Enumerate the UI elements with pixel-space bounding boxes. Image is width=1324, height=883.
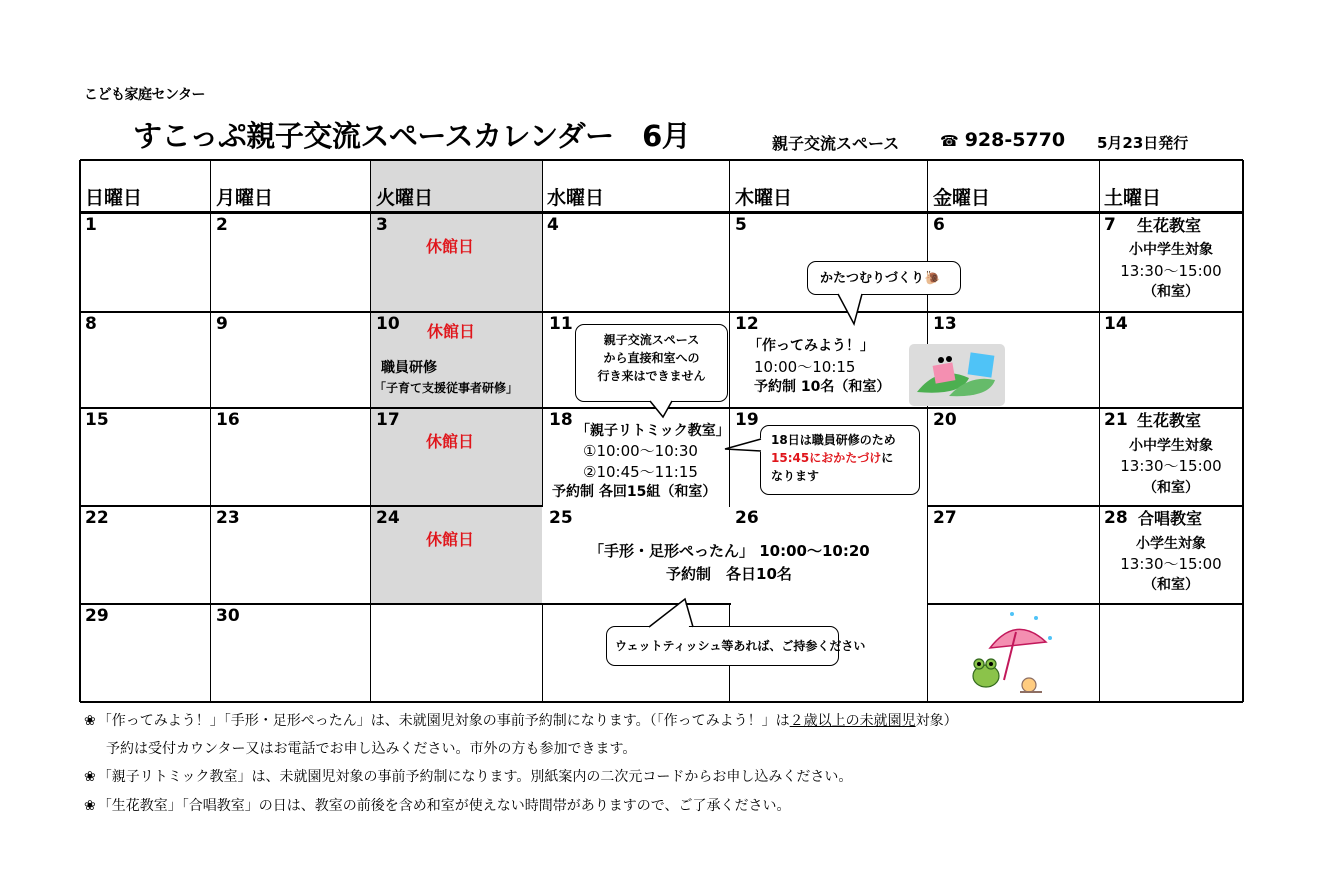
snail-callout-text: かたつむりづくり <box>820 271 925 286</box>
chorus-target: 小学生対象 <box>1136 536 1206 552</box>
day-number: 9 <box>216 314 228 334</box>
frog-umbrella-illustration <box>966 608 1056 700</box>
ikebana-room: （和室） <box>1143 480 1199 496</box>
ikebana-target: 小中学生対象 <box>1129 242 1213 258</box>
day-number: 25 <box>549 508 573 528</box>
space-name: 親子交流スペース <box>772 134 900 153</box>
training-name: 「子育て支援従事者研修」 <box>374 381 519 395</box>
note-1-line-2: 予約は受付カウンター又はお電話でお申し込みください。市外の方も参加できます。 <box>106 741 637 757</box>
phone-icon: ☎ <box>940 132 959 150</box>
note-1 <box>84 710 958 730</box>
callout-line: 18日は職員研修のため <box>771 433 896 447</box>
note-3 <box>84 795 790 815</box>
day-number: 17 <box>376 410 400 430</box>
note-text: 「親子リトミック教室」は、未就園児対象の事前予約制になります。別紙案内の二次元コードからお申し込みください。 <box>97 769 853 785</box>
chorus-room: （和室） <box>1143 577 1199 593</box>
day-number: 1 <box>85 215 97 235</box>
callout-tail <box>838 294 868 326</box>
weekday-tuesday: 火曜日 <box>376 187 434 209</box>
cleanup-callout <box>760 425 920 495</box>
day-number: 10 <box>376 314 400 334</box>
day-number: 29 <box>85 606 109 626</box>
day-number: 14 <box>1104 314 1128 334</box>
tsukutte-title: 「作ってみよう！」 <box>748 338 874 354</box>
closed-day-label: 休館日 <box>426 530 475 549</box>
tegata-title: 「手形・足形ぺったん」 10:00～10:20 <box>589 542 870 560</box>
grid-line <box>542 160 543 507</box>
tsukutte-time: 10:00～10:15 <box>754 358 856 376</box>
day-number: 22 <box>85 508 109 528</box>
day-number: 23 <box>216 508 240 528</box>
day-number: 3 <box>376 215 388 235</box>
day-number: 18 <box>549 410 573 430</box>
weekday-monday: 月曜日 <box>216 187 274 209</box>
ikebana-title: 生花教室 <box>1137 216 1202 235</box>
chorus-time: 13:30～15:00 <box>1120 555 1222 573</box>
note-text: 対象） <box>915 713 958 729</box>
staff-training: 職員研修 <box>381 360 437 376</box>
rhythmic-time-2: ②10:45～11:15 <box>583 463 698 481</box>
grid-line <box>80 159 1243 161</box>
note-text: 「作ってみよう！」「手形・足形ぺったん」は、未就園児対象の事前予約制になります。（「作ってみよう！」は <box>97 713 790 729</box>
issued-date: 5月23日発行 <box>1097 134 1189 152</box>
grid-line <box>80 211 1243 214</box>
day-number: 5 <box>735 215 747 235</box>
day-number: 27 <box>933 508 957 528</box>
day-number: 15 <box>85 410 109 430</box>
note-text: 「生花教室」「合唱教室」の日は、教室の前後を含め和室が使えない時間帯がありますので、ご了承ください。 <box>97 798 791 814</box>
ikebana-time: 13:30～15:00 <box>1120 262 1222 280</box>
flower-icon: ❀ <box>84 769 96 785</box>
grid-line <box>80 603 731 605</box>
day-number: 12 <box>735 314 759 334</box>
origami-snail-photo <box>909 344 1005 406</box>
callout-line: から直接和室への <box>603 351 700 365</box>
weekday-wednesday: 水曜日 <box>547 187 605 209</box>
flower-icon: ❀ <box>84 713 96 729</box>
rhythmic-title: 「親子リトミック教室」 <box>576 423 730 439</box>
tsukutte-reserve: 予約制 10名（和室） <box>754 379 891 395</box>
grid-line <box>210 160 211 702</box>
page-title: すこっぷ親子交流スペースカレンダー 6月 <box>133 119 691 153</box>
callout-tail <box>725 438 765 458</box>
ikebana-time: 13:30～15:00 <box>1120 457 1222 475</box>
day-number: 16 <box>216 410 240 430</box>
day-number: 6 <box>933 215 945 235</box>
phone-number <box>940 129 1065 151</box>
flower-icon: ❀ <box>84 798 96 814</box>
no-direct-access-callout <box>575 324 728 402</box>
day-number: 11 <box>549 314 573 334</box>
callout-tail <box>647 599 697 629</box>
ikebana-target: 小中学生対象 <box>1129 438 1213 454</box>
note-2 <box>84 766 852 786</box>
day-number: 26 <box>735 508 759 528</box>
tegata-reserve: 予約制 各日10名 <box>666 565 792 583</box>
day-number: 21 <box>1104 410 1128 430</box>
callout-line: 行き来はできません <box>597 369 706 383</box>
day-number: 24 <box>376 508 400 528</box>
snail-callout <box>807 261 961 295</box>
closed-day-label: 休館日 <box>426 237 475 256</box>
day-number: 20 <box>933 410 957 430</box>
wet-tissue-text: ウェットティッシュ等あれば、ご持参ください <box>615 639 866 653</box>
cleanup-time: 15:45におかたづけ <box>771 451 882 465</box>
grid-line <box>1242 160 1244 702</box>
grid-line <box>542 604 543 702</box>
chorus-title: 合唱教室 <box>1138 509 1203 528</box>
grid-line <box>80 701 1243 703</box>
callout-line: なります <box>771 469 820 483</box>
closed-day-label: 休館日 <box>426 432 475 451</box>
day-number: 7 <box>1104 215 1116 235</box>
day-number: 8 <box>85 314 97 334</box>
wet-tissue-callout <box>606 626 866 666</box>
rhythmic-reserve: 予約制 各回15組（和室） <box>552 484 717 500</box>
day-number: 2 <box>216 215 228 235</box>
day-number: 28 <box>1104 508 1128 528</box>
weekday-thursday: 木曜日 <box>735 187 793 209</box>
phone-number-text: 928-5770 <box>964 129 1066 151</box>
callout-text: に <box>881 451 894 465</box>
weekday-friday: 金曜日 <box>933 187 991 209</box>
callout-line <box>771 449 919 467</box>
grid-line <box>927 603 1243 605</box>
grid-line <box>80 505 543 507</box>
day-number: 30 <box>216 606 240 626</box>
day-number: 13 <box>933 314 957 334</box>
ikebana-title: 生花教室 <box>1137 411 1202 430</box>
callout-tail <box>650 401 680 421</box>
day-number: 19 <box>735 410 759 430</box>
callout-line: 親子交流スペース <box>603 333 700 347</box>
day-number: 4 <box>547 215 559 235</box>
note-underlined: ２歳以上の未就園児 <box>789 713 916 729</box>
organization-name: こども家庭センター <box>84 87 205 103</box>
rhythmic-time-1: ①10:00～10:30 <box>583 442 698 460</box>
grid-line <box>370 160 371 702</box>
closed-day-label: 休館日 <box>427 322 476 341</box>
ikebana-room: （和室） <box>1143 284 1199 300</box>
grid-line <box>79 160 81 702</box>
snail-icon: 🐌 <box>924 271 941 286</box>
grid-line <box>80 311 1243 313</box>
weekday-saturday: 土曜日 <box>1104 187 1162 209</box>
grid-line <box>927 160 928 702</box>
weekday-sunday: 日曜日 <box>85 187 143 209</box>
